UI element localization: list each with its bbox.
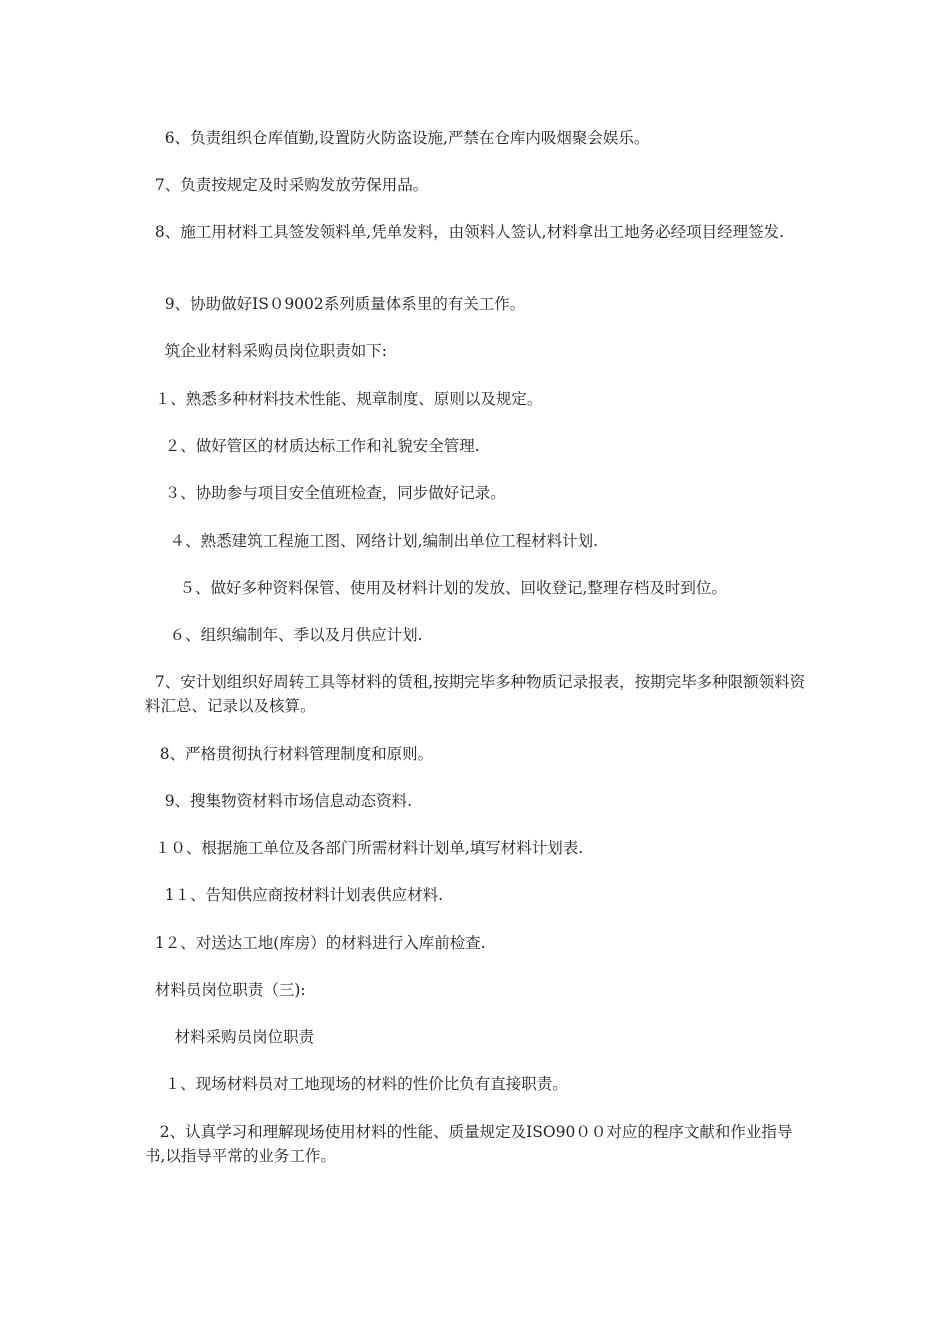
paragraph-8: ３、协助参与项目安全值班检查，同步做好记录。 [145, 484, 506, 502]
paragraph-16: 1１、告知供应商按材料计划表供应材料. [145, 886, 444, 904]
paragraph-7: ２、做好管区的材质达标工作和礼貌安全管理. [145, 437, 480, 455]
paragraph-19: 材料采购员岗位职责 [145, 1028, 315, 1046]
paragraph-1: 6、负责组织仓库值勤,设置防火防盗设施,严禁在仓库内吸烟聚会娱乐。 [145, 129, 650, 147]
paragraph-2: 7、负责按规定及时采购发放劳保用品。 [145, 176, 429, 194]
paragraph-17: 1２、对送达工地(库房）的材料进行入库前检查. [145, 934, 486, 952]
paragraph-6: １、熟悉多种材料技术性能、规章制度、原则以及规定。 [145, 390, 543, 408]
paragraph-12: 7、安计划组织好周转工具等材料的赁租,按期完毕多种物质记录报表，按期完毕多种限额领料资料汇总、记录以及核算。 [145, 673, 806, 715]
paragraph-20: １、现场材料员对工地现场的材料的性价比负有直接职责。 [145, 1075, 568, 1093]
paragraph-5: 筑企业材料采购员岗位职责如下: [145, 342, 387, 360]
paragraph-13: 8、严格贯彻执行材料管理制度和原则。 [145, 745, 434, 763]
paragraph-21: 2、认真学习和理解现场使用材料的性能、质量规定及ISO90００对应的程序文献和作业指导书,以指导平常的业务工作。 [145, 1123, 793, 1165]
paragraph-14: 9、搜集物资材料市场信息动态资料. [145, 792, 413, 810]
paragraph-15: １０、根据施工单位及各部门所需材料计划单,填写材料计划表. [145, 839, 584, 857]
paragraph-10: ５、做好多种资料保管、使用及材料计划的发放、回收登记,整理存档及时到位。 [145, 579, 727, 597]
paragraph-11: ６、组织编制年、季以及月供应计划. [145, 626, 423, 644]
paragraph-4: 9、协助做好IS０9002系列质量体系里的有关工作。 [145, 295, 526, 313]
paragraph-3: 8、施工用材料工具签发领料单,凭单发料，由领料人签认,材料拿出工地务必经项目经理签发. [145, 223, 785, 241]
paragraph-18: 材料员岗位职责（三): [145, 981, 306, 999]
paragraph-9: ４、熟悉建筑工程施工图、网络计划,编制出单位工程材料计划. [145, 532, 598, 550]
